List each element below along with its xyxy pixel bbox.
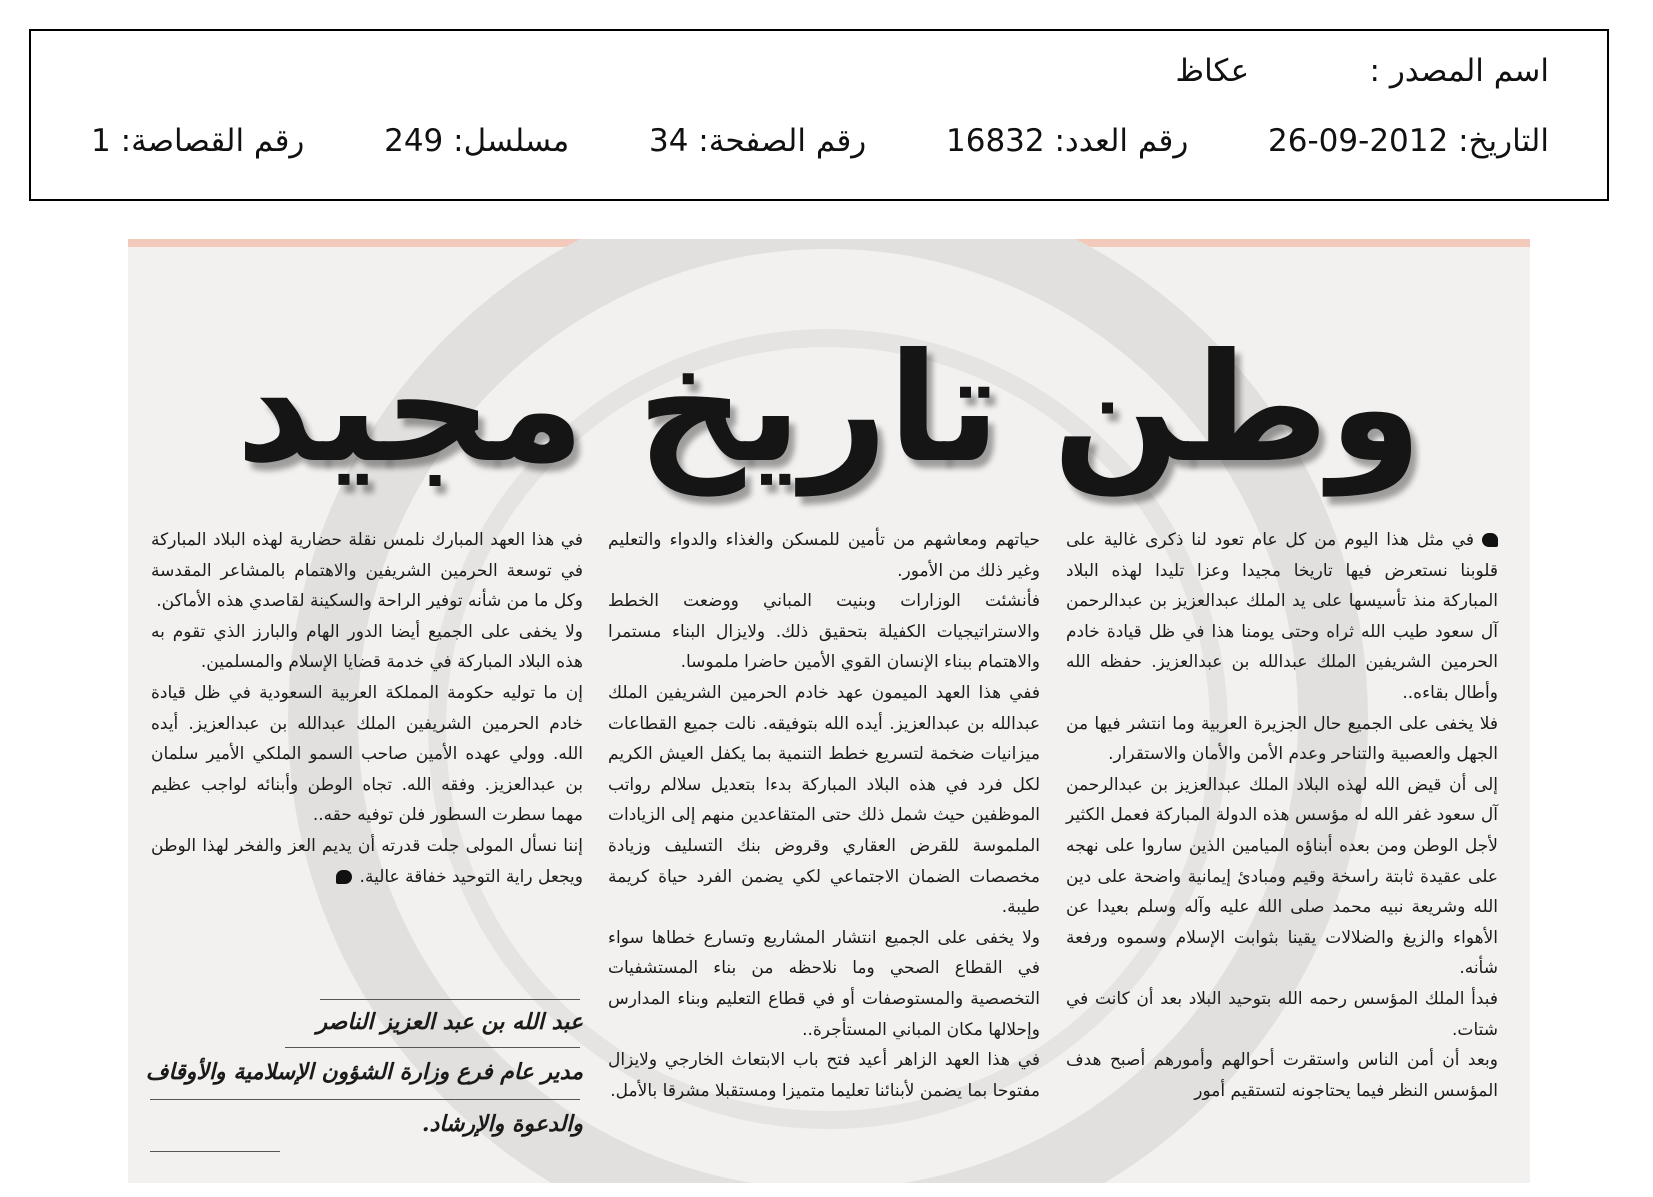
- issue-number-value: 16832: [946, 123, 1045, 159]
- page-number-field: [649, 123, 866, 159]
- col1-paragraph: فبدأ الملك المؤسس رحمه الله بتوحيد البلاد بعد أن كانت في شتات.: [1066, 988, 1498, 1040]
- article-column-1: [1066, 525, 1498, 1106]
- serial-label: مسلسل:: [453, 123, 570, 159]
- col3-paragraph: ولا يخفى على الجميع أيضا الدور الهام والبارز الذي تقوم به هذه البلاد المباركة في خدمة قضايا الإسلام والمسلمين.: [151, 621, 583, 673]
- clip-number-field: [91, 123, 304, 159]
- issue-details-row: [91, 123, 1549, 159]
- source-metadata-box: [29, 29, 1609, 201]
- serial-field: [384, 123, 569, 159]
- col1-paragraph: فلا يخفى على الجميع حال الجزيرة العربية وما انتشر فيها من الجهل والعصبية والتناحر وعدم الأمن والأمان والاستقرار.: [1066, 713, 1498, 765]
- date-field: [1268, 123, 1549, 159]
- col2-paragraph: فأنشئت الوزارات وبنيت المباني ووضعت الخطط والاستراتيجيات الكفيلة بتحقيق ذلك. ولايزال البناء مستمرا والاهتمام ببناء الإنسان القوي الأمين حاضرا ملموسا.: [608, 591, 1040, 673]
- author-title-line-1: مدير عام فرع وزارة الشؤون الإسلامية والأوقاف: [145, 1059, 583, 1085]
- source-label: اسم المصدر :: [1369, 53, 1549, 89]
- col3-paragraph: إن ما توليه حكومة المملكة العربية السعودية في ظل قيادة خادم الحرمين الشريفين الملك عبدالله بن عبدالعزيز. أيده الله. وولي عهده الأمين صاحب السمو الملكي الأمير سلمان بن عبدالعزيز. وفقه الله. تجاه الوطن وأبنائه لواجب عظيم مهما سطرت السطور فلن توفيه حقه..: [151, 682, 583, 826]
- col1-paragraph: [1066, 525, 1498, 709]
- col3-paragraph: [151, 831, 583, 892]
- col2-paragraph: ففي هذا العهد الميمون عهد خادم الحرمين الشريفين الملك عبدالله بن عبدالعزيز. أيده الله بتوفيقه. نالت جميع القطاعات ميزانيات ضخمة لتسريع خطط التنمية بما يكفل العيش الكريم لكل فرد في هذه البلاد المباركة بدءا بتعديل سلالم رواتب الموظفين حيث شمل ذلك حتى المتقاعدين منهم إلى الزيادات الملموسة للقرض العقاري وقروض بنك التسليف وزيادة مخصصات الضمان الاجتماعي لكي يضمن الفرد حياة كريمة طيبة.: [608, 682, 1040, 918]
- col1-paragraph: إلى أن قيض الله لهذه البلاد الملك عبدالعزيز بن عبدالرحمن آل سعود غفر الله له مؤسس هذه الدولة المباركة فعمل الكثير لأجل الوطن ومن بعده أبناؤه الميامين الذين ساروا على نهجه على عقيدة ثابتة راسخة وقيم ومبادئ إيمانية واضحة على دين الله وشريعة نبيه محمد صلى الله عليه وآله وسلم بعيدا عن الأهواء والزيغ والضلالات يقينا بثوابت الإسلام وسموه ورفعة شأنه.: [1066, 774, 1498, 979]
- author-name: عبد الله بن عبد العزيز الناصر: [316, 1009, 583, 1035]
- article-headline: وطن تاريخ مجيد: [235, 322, 1423, 496]
- author-title-line-2: والدعوة والإرشاد.: [421, 1111, 583, 1137]
- date-value: 2012-09-26: [1268, 123, 1449, 159]
- clip-number-label: رقم القصاصة:: [120, 123, 305, 159]
- col1-paragraph: وبعد أن أمن الناس واستقرت أحوالهم وأمورهم أصبح هدف المؤسس النظر فيما يحتاجونه لتستقيم أمور: [1066, 1050, 1498, 1101]
- newspaper-clipping: [128, 239, 1530, 1183]
- col2-paragraph: ولا يخفى على الجميع انتشار المشاريع وتسارع خطاها سواء في القطاع الصحي وما نلاحظه من بناء المستشفيات التخصصية والمستوصفات أو في قطاع التعليم وبناء المدارس وإحلالها مكان المباني المستأجرة..: [608, 927, 1040, 1040]
- page-number-label: رقم الصفحة:: [698, 123, 867, 159]
- col3-text: إننا نسأل المولى جلت قدرته أن يديم العز والفخر لهذا الوطن ويجعل راية التوحيد خفاقة عالية.: [151, 835, 583, 887]
- issue-number-field: [946, 123, 1188, 159]
- date-label: التاريخ:: [1458, 123, 1549, 159]
- issue-number-label: رقم العدد:: [1054, 123, 1189, 159]
- signature-divider: [320, 999, 580, 1000]
- col2-paragraph: في هذا العهد الزاهر أعيد فتح باب الابتعاث الخارجي ولايزال مفتوحا بما يضمن لأبنائنا تعليما متميزا ومستقبلا مشرقا بالأمل.: [608, 1050, 1040, 1101]
- source-value: عكاظ: [1175, 53, 1250, 89]
- signature-divider: [150, 1099, 580, 1100]
- quote-open-icon: [1482, 533, 1498, 547]
- col3-paragraph: في هذا العهد المبارك نلمس نقلة حضارية لهذه البلاد المباركة في توسعة الحرمين الشريفين والاهتمام بالمشاعر المقدسة وكل ما من شأنه توفير الراحة والسكينة لقاصدي هذه الأماكن.: [151, 530, 583, 612]
- col2-paragraph: حياتهم ومعاشهم من تأمين للمسكن والغذاء والدواء والتعليم وغير ذلك من الأمور.: [608, 530, 1040, 581]
- source-row: [91, 53, 1549, 89]
- signature-divider: [285, 1047, 580, 1048]
- clip-number-value: 1: [91, 123, 111, 159]
- page-number-value: 34: [648, 123, 689, 159]
- article-column-3: [151, 525, 583, 892]
- signature-divider: [150, 1151, 280, 1152]
- article-column-2: [608, 525, 1040, 1106]
- quote-close-icon: [336, 870, 352, 884]
- serial-value: 249: [384, 123, 444, 159]
- col1-text: في مثل هذا اليوم من كل عام تعود لنا ذكرى غالية على قلوبنا نستعرض فيها تاريخا مجيدا وعزا تليدا لهذه البلاد المباركة منذ تأسيسها على يد الملك عبدالعزيز بن عبدالرحمن آل سعود طيب الله ثراه وحتى يومنا هذا في ظل قيادة خادم الحرمين الشريفين الملك عبدالله بن عبدالعزيز. حفظه الله وأطال بقاءه..: [1066, 530, 1498, 703]
